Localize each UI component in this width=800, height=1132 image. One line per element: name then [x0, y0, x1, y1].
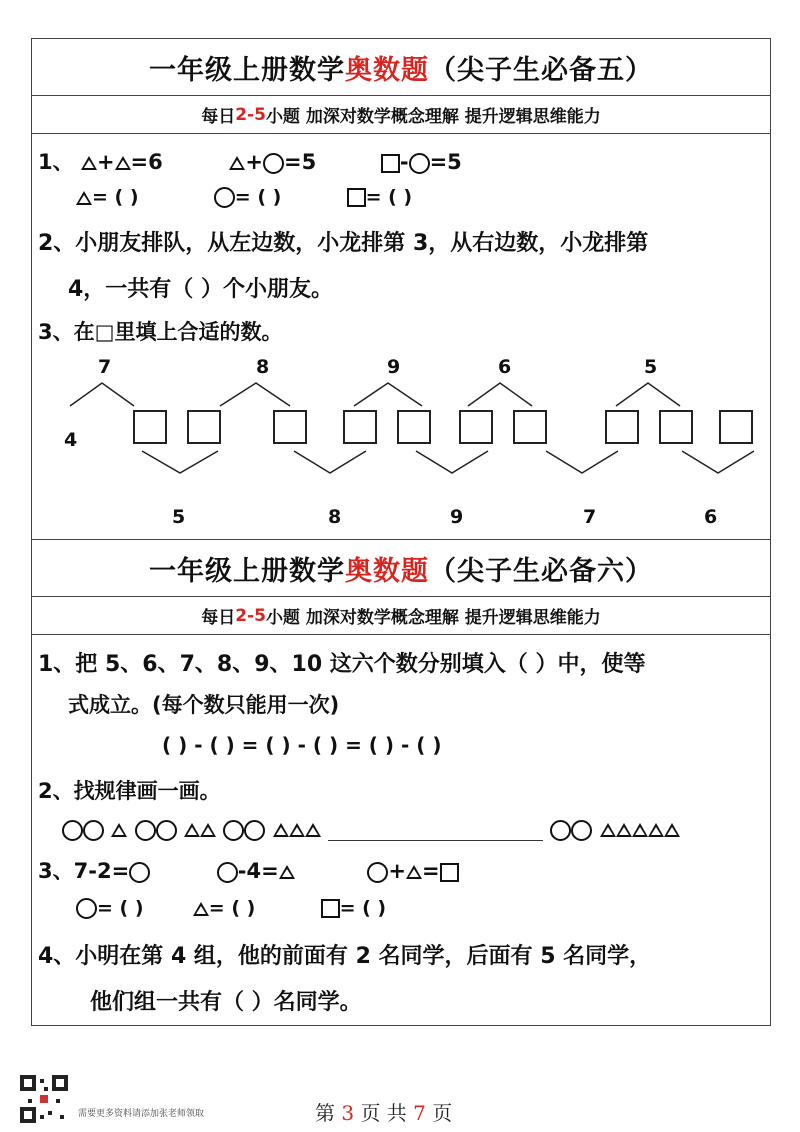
circle-icon — [263, 153, 284, 174]
circle-icon — [135, 820, 156, 841]
page-label: 页 — [425, 1101, 453, 1125]
question-1-line-2: 式成立。(每个数只能用一次) — [68, 693, 340, 717]
tree-bottom-number: 7 — [583, 506, 597, 528]
branch-line — [70, 383, 134, 406]
pattern-sequence — [62, 817, 680, 841]
number-tree-diagram — [32, 349, 770, 534]
tree-bottom-number: 8 — [328, 506, 342, 528]
tree-top-number: 7 — [98, 356, 112, 378]
answer-blank[interactable]: = ( ) — [234, 186, 282, 208]
triangle-icon — [632, 823, 648, 837]
circle-icon — [156, 820, 177, 841]
worksheet-title-5 — [32, 39, 770, 96]
circle-icon — [367, 862, 388, 883]
title-text: 一年级上册数学 — [149, 54, 345, 86]
worksheet-subtitle-6 — [32, 597, 770, 635]
tree-left-number: 4 — [64, 429, 78, 451]
circle-icon — [83, 820, 104, 841]
answer-box — [274, 411, 306, 443]
equation-result: =6 — [130, 150, 163, 174]
triangle-icon — [406, 865, 422, 879]
equation-result: =5 — [429, 150, 462, 174]
title-text: 一年级上册数学 — [149, 555, 345, 587]
circle-icon — [129, 862, 150, 883]
section-problems-6 — [32, 635, 770, 1025]
question-1-answers — [76, 186, 412, 208]
triangle-icon — [81, 156, 97, 170]
total-pages: 7 — [413, 1101, 426, 1125]
answer-blank[interactable]: = ( ) — [92, 186, 139, 208]
pattern-answer-line[interactable] — [328, 822, 543, 841]
triangle-icon — [115, 156, 131, 170]
square-icon — [440, 863, 459, 882]
circle-icon — [214, 187, 235, 208]
triangle-icon — [200, 823, 216, 837]
answer-blank[interactable]: = ( ) — [365, 186, 413, 208]
triangle-icon — [229, 156, 245, 170]
equation-text: -4= — [237, 859, 279, 883]
question-3-answers — [76, 897, 386, 919]
triangle-icon — [289, 823, 305, 837]
answer-box — [134, 411, 166, 443]
triangle-icon — [600, 823, 616, 837]
equation-text: 7-2= — [73, 859, 130, 883]
subtitle-text: 每日 — [201, 608, 236, 628]
question-2-text: 2、找规律画一画。 — [38, 779, 221, 803]
page-label: 第 — [315, 1101, 342, 1125]
triangle-icon — [76, 191, 92, 205]
answer-box — [344, 411, 376, 443]
question-3-equations: 3、7-2= -4= + = — [38, 855, 459, 885]
tree-top-number: 8 — [256, 356, 270, 378]
branch-line — [142, 451, 218, 473]
triangle-icon — [648, 823, 664, 837]
tree-top-number: 5 — [644, 356, 658, 378]
worksheet — [31, 38, 771, 1026]
answer-box — [514, 411, 546, 443]
subtitle-highlight: 2-5 — [235, 104, 266, 125]
question-4-line-2: 他们组一共有（ ）名同学。 — [90, 990, 362, 1015]
circle-icon — [244, 820, 265, 841]
answer-box — [660, 411, 692, 443]
question-3-text: 3、在□里填上合适的数。 — [38, 320, 283, 344]
tree-top-number: 9 — [387, 356, 401, 378]
title-suffix: （尖子生必备六） — [429, 555, 653, 587]
branch-line — [682, 451, 754, 473]
square-icon — [381, 154, 400, 173]
question-1-equations: 1、 + =6 + =5 - =5 — [38, 150, 462, 174]
circle-icon — [76, 898, 97, 919]
equation-result: =5 — [284, 150, 317, 174]
subtitle-suffix: 小题 加深对数学概念理解 提升逻辑思维能力 — [265, 107, 601, 127]
circle-icon — [223, 820, 244, 841]
answer-box — [188, 411, 220, 443]
answer-box — [606, 411, 638, 443]
triangle-icon — [279, 865, 295, 879]
triangle-icon — [664, 823, 680, 837]
answer-blank[interactable]: = ( ) — [208, 897, 256, 919]
square-icon — [347, 188, 366, 207]
worksheet-title-6 — [32, 540, 770, 597]
branch-line — [416, 451, 488, 473]
triangle-icon — [305, 823, 321, 837]
question-2-line-1: 2、小朋友排队，从左边数，小龙排第 3，从右边数，小龙排第 — [38, 231, 649, 256]
qr-code-icon — [20, 1075, 68, 1123]
subtitle-highlight: 2-5 — [235, 605, 266, 626]
branch-line — [616, 383, 680, 406]
question-2-line-2: 4，一共有（ ）个小朋友。 — [68, 277, 333, 302]
triangle-icon — [184, 823, 200, 837]
branch-line — [220, 383, 290, 406]
answer-box — [460, 411, 492, 443]
answer-box — [720, 411, 752, 443]
title-highlight: 奥数题 — [345, 555, 429, 587]
question-4-line-1: 4、小明在第 4 组，他的前面有 2 名同学，后面有 5 名同学， — [38, 944, 652, 969]
triangle-icon — [193, 902, 209, 916]
branch-line — [354, 383, 422, 406]
qr-note: 需要更多资料请添加张老师领取 — [78, 1109, 205, 1119]
page-number — [315, 1097, 452, 1126]
branch-line — [468, 383, 532, 406]
title-highlight: 奥数题 — [345, 54, 429, 86]
triangle-icon — [273, 823, 289, 837]
tree-bottom-number: 9 — [450, 506, 464, 528]
triangle-icon — [616, 823, 632, 837]
circle-icon — [409, 153, 430, 174]
section-problems-5 — [32, 134, 770, 540]
tree-bottom-number: 5 — [172, 506, 186, 528]
answer-blank[interactable]: = ( ) — [97, 897, 144, 919]
answer-box — [398, 411, 430, 443]
worksheet-subtitle-5 — [32, 96, 770, 134]
square-icon — [321, 899, 340, 918]
circle-icon — [550, 820, 571, 841]
current-page: 3 — [341, 1101, 355, 1125]
tree-bottom-number: 6 — [704, 506, 718, 528]
question-1-equation[interactable]: ( ) - ( ) = ( ) - ( ) = ( ) - ( ) — [162, 733, 442, 757]
triangle-icon — [111, 823, 127, 837]
branch-line — [294, 451, 366, 473]
question-1-line-1: 1、把 5、6、7、8、9、10 这六个数分别填入（ ）中，使等 — [38, 652, 646, 677]
question-number: 1、 — [38, 150, 74, 174]
title-suffix: （尖子生必备五） — [429, 54, 653, 86]
circle-icon — [571, 820, 592, 841]
subtitle-text: 每日 — [201, 107, 236, 127]
subtitle-suffix: 小题 加深对数学概念理解 提升逻辑思维能力 — [265, 608, 601, 628]
branch-line — [546, 451, 618, 473]
answer-blank[interactable]: = ( ) — [339, 897, 387, 919]
equation-text: = — [421, 859, 440, 883]
circle-icon — [62, 820, 83, 841]
question-number: 3、 — [38, 859, 74, 883]
page-label: 页 共 — [354, 1101, 414, 1125]
tree-top-number: 6 — [498, 356, 512, 378]
circle-icon — [217, 862, 238, 883]
